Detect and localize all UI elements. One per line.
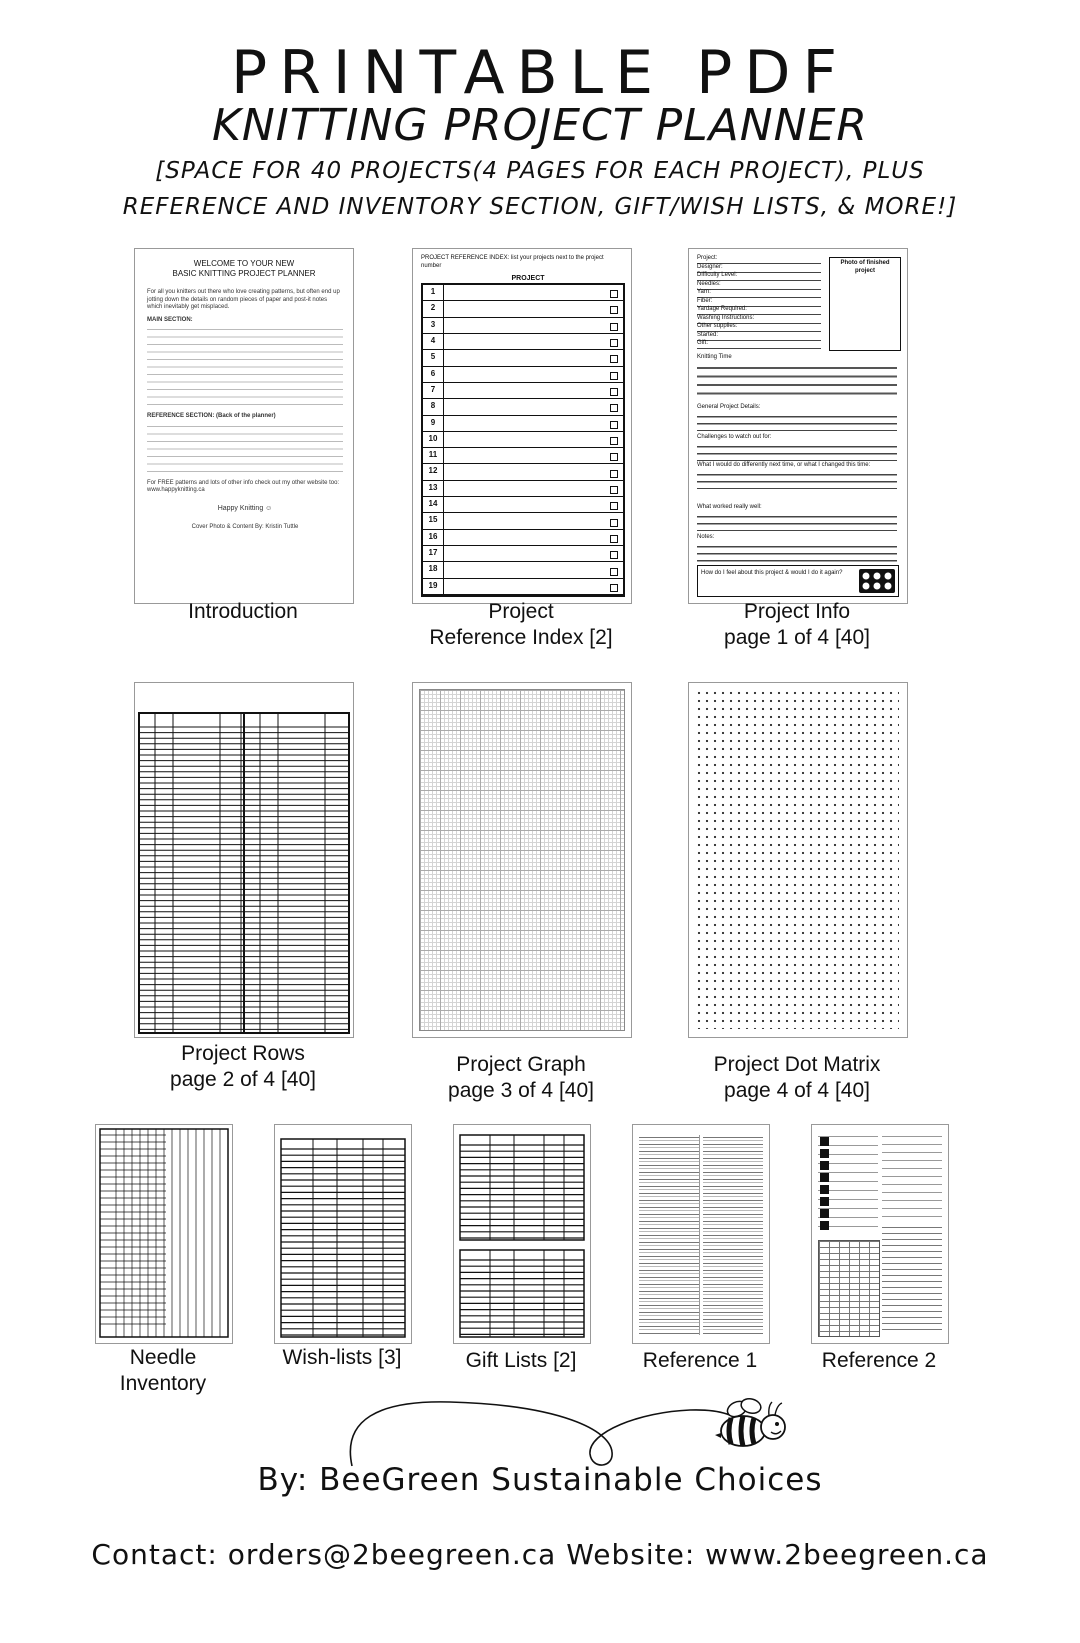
intro-body: For all you knitters out there who love creating patterns, but often end up jotting down the details on random pieces of paper and post-it notes which inevitably get misplaced. xyxy=(147,289,340,310)
ref2-weight-block xyxy=(820,1185,829,1194)
info-section: What worked really well: xyxy=(697,504,897,531)
ref2-weight-block xyxy=(820,1149,829,1158)
intro-credit: Cover Photo & Content By: Kristin Tuttle xyxy=(191,524,299,530)
index-row xyxy=(423,481,623,497)
index-row-line xyxy=(443,399,444,415)
info-field: Yardage Required: xyxy=(697,306,821,315)
info-section: Notes: xyxy=(697,534,897,567)
index-row-number: 5 xyxy=(430,352,436,362)
ref2-terms xyxy=(882,1133,942,1221)
caption-project-graph: Project Graph page 3 of 4 [40] xyxy=(448,1053,594,1102)
photo-box: Photo of finished project xyxy=(829,257,901,351)
index-row-number: 6 xyxy=(430,368,436,378)
index-row-line xyxy=(443,481,444,497)
page-subtitle: KNITTING PROJECT PLANNER xyxy=(212,100,868,151)
caption-introduction: Introduction xyxy=(188,600,298,623)
index-row xyxy=(423,399,623,415)
index-row xyxy=(423,334,623,350)
info-field: Difficulty Level: xyxy=(697,272,821,281)
bee-icon xyxy=(715,1395,795,1453)
info-field: Project: xyxy=(697,255,821,264)
caption-project-reference-index: Project Reference Index [2] xyxy=(429,600,613,649)
info-field: Started: xyxy=(697,332,821,341)
index-row-number: 15 xyxy=(428,515,438,525)
info-section-lines xyxy=(697,543,897,567)
bee-trail xyxy=(0,1380,1080,1470)
index-row-checkbox xyxy=(610,290,618,298)
thumbnail-project-info xyxy=(688,248,908,604)
contact-info: Contact: orders@2beegreen.ca Website: www.2beegreen.ca xyxy=(91,1538,989,1571)
info-field: Needles: xyxy=(697,281,821,290)
index-row xyxy=(423,448,623,464)
index-row-checkbox xyxy=(610,519,618,527)
info-field: Other supplies: xyxy=(697,323,821,332)
thumbnail-project-reference-index xyxy=(412,248,632,604)
index-row-checkbox xyxy=(610,535,618,543)
index-row-checkbox xyxy=(610,388,618,396)
index-row-line xyxy=(443,383,444,399)
index-row-checkbox xyxy=(610,453,618,461)
ref2-weight-block xyxy=(820,1221,829,1230)
info-section-lines xyxy=(697,471,897,489)
thumbnail-reference-1 xyxy=(632,1124,770,1344)
caption-project-rows: Project Rows page 2 of 4 [40] xyxy=(170,1042,316,1091)
intro-free-patterns: For FREE patterns and lots of other info check out my other website too: www.happyknitting.ca xyxy=(147,479,340,493)
index-row xyxy=(423,562,623,578)
index-row-number: 12 xyxy=(428,466,438,476)
info-field: Designer: xyxy=(697,264,821,273)
intro-main-section: MAIN SECTION: xyxy=(147,316,193,323)
index-row-number: 4 xyxy=(430,335,436,345)
index-row-line xyxy=(443,285,444,301)
index-row xyxy=(423,350,623,366)
caption-gift-lists: Gift Lists [2] xyxy=(465,1349,577,1372)
intro-heading-2: BASIC KNITTING PROJECT PLANNER xyxy=(172,269,316,278)
index-row-number: 14 xyxy=(428,499,438,509)
info-field: Gift: xyxy=(697,340,821,349)
index-row-line xyxy=(443,546,444,562)
graph-grid xyxy=(419,689,625,1031)
index-table xyxy=(421,283,625,597)
index-row-checkbox xyxy=(610,421,618,429)
index-row-number: 18 xyxy=(428,564,438,574)
ref1-left-column xyxy=(639,1135,700,1335)
index-row-number: 2 xyxy=(430,303,436,313)
index-row-checkbox xyxy=(610,584,618,592)
description-line-1: [SPACE FOR 40 PROJECTS(4 PAGES FOR EACH PROJECT), PLUS xyxy=(155,158,925,184)
index-column-header: PROJECT xyxy=(511,275,545,282)
thumbnail-project-graph xyxy=(412,682,632,1038)
info-section-lines xyxy=(697,513,897,531)
index-row-line xyxy=(443,497,444,513)
rows-table xyxy=(135,683,353,1037)
ref2-needle-chart xyxy=(818,1240,880,1337)
thumbnail-gift-lists xyxy=(453,1124,591,1344)
info-section-lines xyxy=(697,443,897,461)
caption-wish-lists: Wish-lists [3] xyxy=(282,1346,402,1369)
ref2-weight-block xyxy=(820,1197,829,1206)
index-row-line xyxy=(443,464,444,480)
rating-dots xyxy=(859,569,895,593)
thumbnail-wish-lists xyxy=(274,1124,412,1344)
index-row-checkbox xyxy=(610,339,618,347)
index-row-checkbox xyxy=(610,502,618,510)
index-row-number: 10 xyxy=(428,433,438,443)
info-field: Washing Instructions: xyxy=(697,315,821,324)
index-heading: PROJECT REFERENCE INDEX: list your projects next to the project number xyxy=(421,255,604,269)
feeling-box: How do I feel about this project & would I do it again? xyxy=(697,565,899,597)
index-row-line xyxy=(443,367,444,383)
index-row-line xyxy=(443,448,444,464)
info-field: Fiber: xyxy=(697,298,821,307)
index-row-number: 17 xyxy=(428,548,438,558)
index-row-number: 11 xyxy=(428,450,438,460)
index-row-checkbox xyxy=(610,404,618,412)
index-row-number: 8 xyxy=(430,401,436,411)
thumbnail-project-dot-matrix xyxy=(688,682,908,1038)
index-row-line xyxy=(443,350,444,366)
index-row xyxy=(423,546,623,562)
index-row-number: 7 xyxy=(430,384,436,394)
info-section: What I would do differently next time, or what I changed this time: xyxy=(697,462,897,489)
intro-sign-off: Happy Knitting ☺ xyxy=(217,504,273,512)
description-line-2: REFERENCE AND INVENTORY SECTION, GIFT/WISH LISTS, & MORE!] xyxy=(122,194,958,220)
ref1-right-column xyxy=(703,1135,763,1335)
index-row xyxy=(423,301,623,317)
index-row-checkbox xyxy=(610,372,618,380)
index-row xyxy=(423,513,623,529)
index-row-line xyxy=(443,562,444,578)
index-row xyxy=(423,318,623,334)
index-row-number: 13 xyxy=(428,482,438,492)
index-row xyxy=(423,497,623,513)
index-row-checkbox xyxy=(610,355,618,363)
index-row-line xyxy=(443,301,444,317)
index-row-number: 16 xyxy=(428,531,438,541)
index-row-line xyxy=(443,334,444,350)
thumbnail-needle-inventory xyxy=(95,1124,233,1344)
index-row xyxy=(423,530,623,546)
index-row xyxy=(423,416,623,432)
index-row-line xyxy=(443,318,444,334)
caption-reference-1: Reference 1 xyxy=(642,1349,758,1372)
index-row xyxy=(423,464,623,480)
knitting-time-label: Knitting Time xyxy=(697,354,732,360)
page-title: PRINTABLE PDF xyxy=(231,38,849,108)
index-row-checkbox xyxy=(610,470,618,478)
index-row xyxy=(423,383,623,399)
thumbnail-introduction xyxy=(134,248,354,604)
info-section: Challenges to watch out for: xyxy=(697,434,897,461)
thumbnail-reference-2 xyxy=(811,1124,949,1344)
index-row-number: 3 xyxy=(430,319,436,329)
index-row xyxy=(423,367,623,383)
caption-project-dot-matrix: Project Dot Matrix page 4 of 4 [40] xyxy=(713,1053,881,1102)
info-field: Yarn: xyxy=(697,289,821,298)
index-row-number: 9 xyxy=(430,417,436,427)
index-row xyxy=(423,579,623,595)
caption-project-info: Project Info page 1 of 4 [40] xyxy=(724,600,870,649)
byline: By: BeeGreen Sustainable Choices xyxy=(257,1462,823,1498)
ref2-weight-block xyxy=(820,1161,829,1170)
info-section-lines xyxy=(697,413,897,431)
index-row-checkbox xyxy=(610,323,618,331)
index-row-line xyxy=(443,530,444,546)
index-row-checkbox xyxy=(610,486,618,494)
index-row-line xyxy=(443,416,444,432)
index-row-checkbox xyxy=(610,437,618,445)
thumbnail-project-rows xyxy=(134,682,354,1038)
index-row-checkbox xyxy=(610,551,618,559)
caption-reference-2: Reference 2 xyxy=(821,1349,937,1372)
intro-bullets xyxy=(147,326,343,408)
ref2-conversion xyxy=(882,1225,942,1335)
knitting-time-tally xyxy=(697,364,897,398)
index-row-number: 19 xyxy=(428,580,438,590)
index-row-line xyxy=(443,432,444,448)
ref2-weight-block xyxy=(820,1173,829,1182)
info-section: General Project Details: xyxy=(697,404,897,431)
intro-reference-bullets xyxy=(147,423,343,475)
index-row xyxy=(423,285,623,301)
index-row-checkbox xyxy=(610,306,618,314)
index-row-number: 1 xyxy=(430,287,436,296)
index-row xyxy=(423,432,623,448)
dot-grid xyxy=(695,689,899,1029)
ref2-weight-block xyxy=(820,1137,829,1146)
index-row-line xyxy=(443,513,444,529)
index-row-line xyxy=(443,579,444,595)
intro-heading-1: WELCOME TO YOUR NEW xyxy=(193,259,295,268)
index-row-checkbox xyxy=(610,568,618,576)
caption-needle-inventory: Needle Inventory xyxy=(119,1346,207,1395)
ref2-weight-block xyxy=(820,1209,829,1218)
intro-reference-section: REFERENCE SECTION: (Back of the planner) xyxy=(147,413,276,419)
